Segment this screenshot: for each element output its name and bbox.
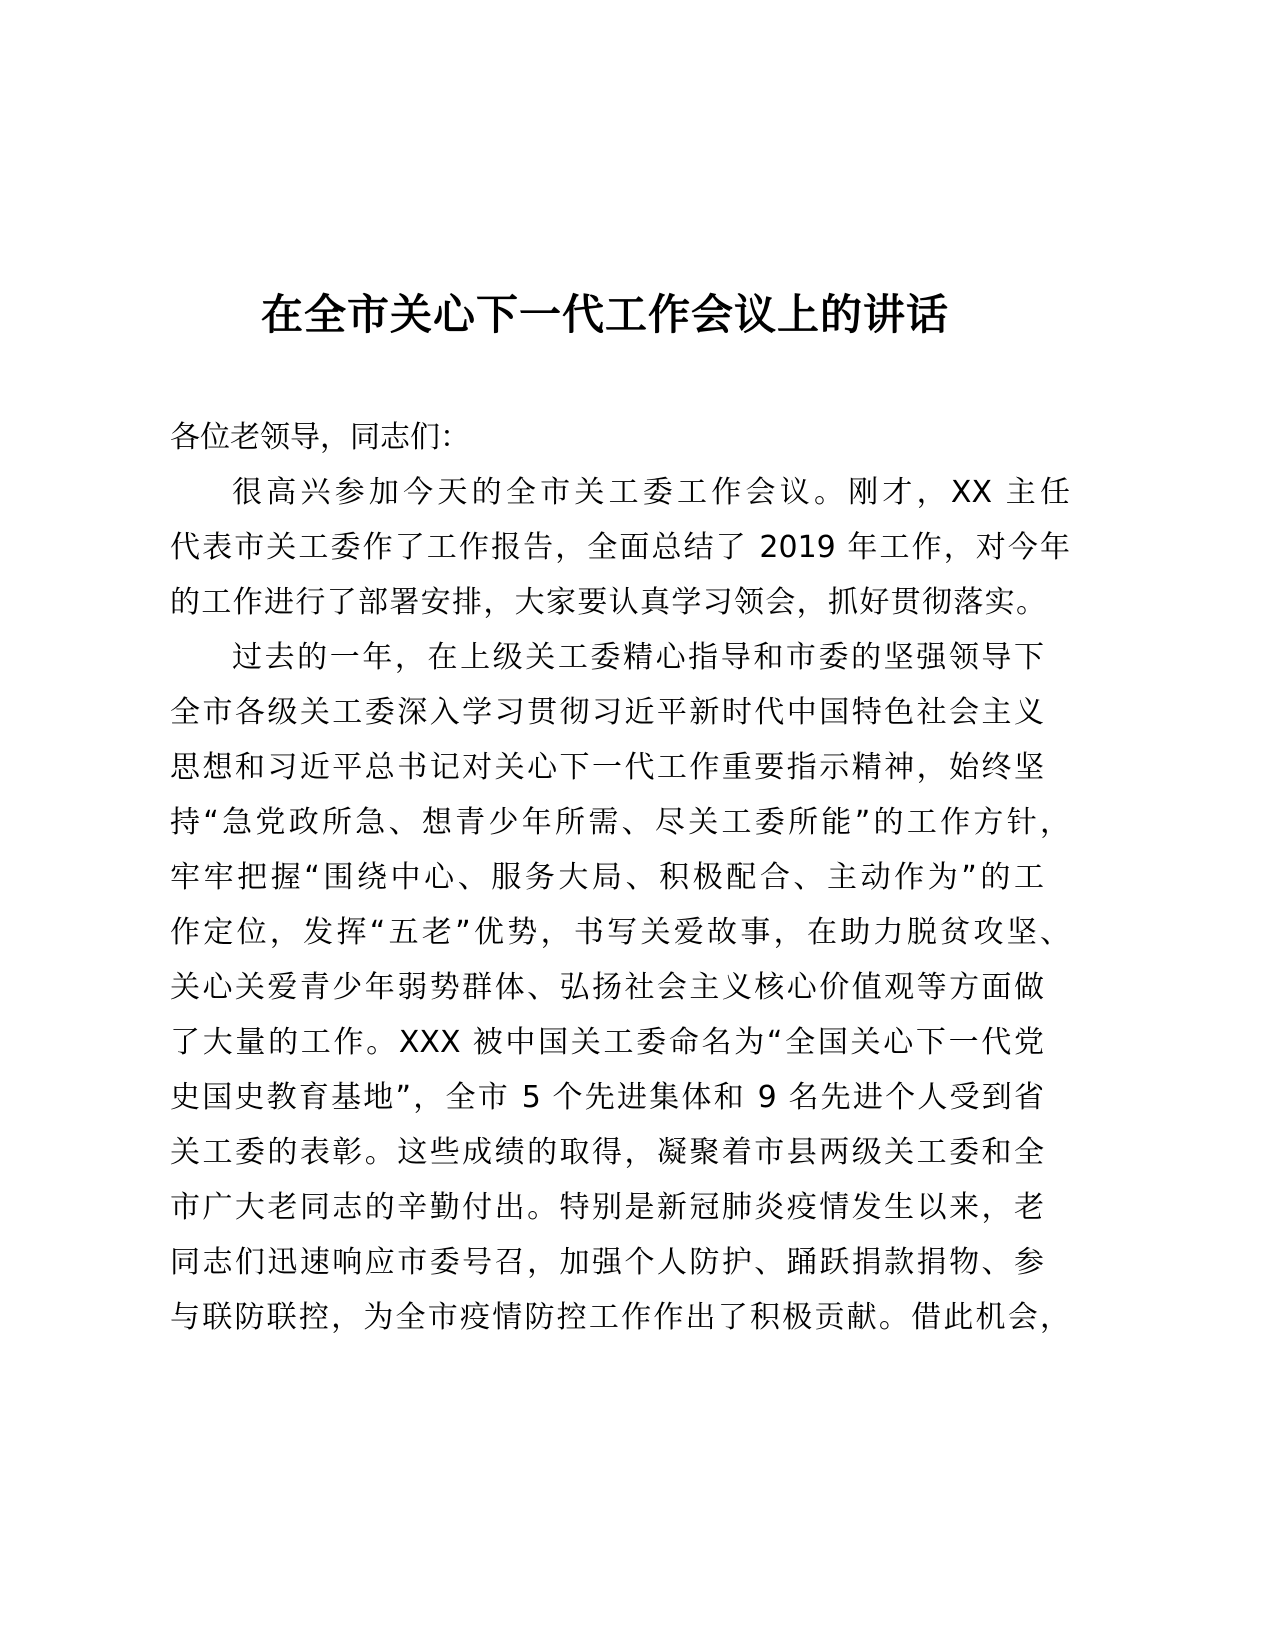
body-line: 史国史教育基地”，全市 5 个先进集体和 9 名先进个人受到省	[170, 1080, 1044, 1115]
body-line: 全市各级关工委深入学习贯彻习近平新时代中国特色社会主义	[170, 695, 1044, 730]
body-line: 牢牢把握“围绕中心、服务大局、积极配合、主动作为”的工	[170, 860, 1044, 895]
body-line: 同志们迅速响应市委号召，加强个人防护、踊跃捐款捐物、参	[170, 1245, 1044, 1280]
body-line: 过去的一年，在上级关工委精心指导和市委的坚强领导下	[232, 640, 1044, 675]
body-line: 了大量的工作。XXX 被中国关工委命名为“全国关心下一代党	[170, 1025, 1044, 1060]
body-line: 思想和习近平总书记对关心下一代工作重要指示精神，始终坚	[170, 750, 1044, 785]
document-title: 在全市关心下一代工作会议上的讲话	[260, 290, 949, 339]
body-line: 市广大老同志的辛勤付出。特别是新冠肺炎疫情发生以来，老	[170, 1190, 1044, 1225]
body-line: 代表市关工委作了工作报告，全面总结了 2019 年工作，对今年	[170, 530, 1070, 565]
body-line: 很高兴参加今天的全市关工委工作会议。刚才，XX 主任	[232, 475, 1070, 510]
body-line: 的工作进行了部署安排，大家要认真学习领会，抓好贯彻落实。	[170, 585, 1046, 620]
body-line: 持“急党政所急、想青少年所需、尽关工委所能”的工作方针，	[170, 805, 1070, 840]
body-line: 关工委的表彰。这些成绩的取得，凝聚着市县两级关工委和全	[170, 1135, 1044, 1170]
body-line: 与联防联控，为全市疫情防控工作作出了积极贡献。借此机会，	[170, 1300, 1070, 1335]
salutation-line: 各位老领导，同志们：	[170, 420, 470, 455]
body-line: 关心关爱青少年弱势群体、弘扬社会主义核心价值观等方面做	[170, 970, 1044, 1005]
body-line: 作定位，发挥“五老”优势，书写关爱故事，在助力脱贫攻坚、	[170, 915, 1070, 950]
